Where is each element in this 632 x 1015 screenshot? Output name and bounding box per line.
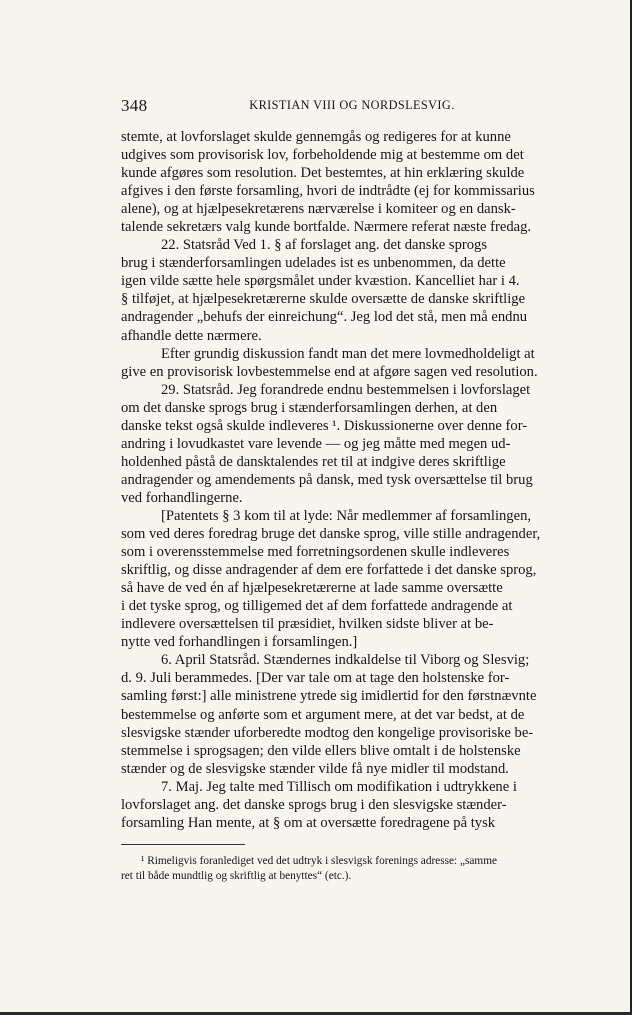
footnote (121, 854, 583, 885)
text-line: i det tyske sprog, og tilligemed det af dem forfattede andragende at (121, 598, 513, 615)
text-line: danske tekst også skulde indleveres ¹. Diskussionerne over denne for- (121, 417, 528, 434)
text-line: lovforslaget ang. det danske sprogs brug i den slesvigske stænder- (121, 796, 507, 813)
text-line: afgives i den første forsamling, hvori de indtrådte (ej for kommissarius (121, 183, 535, 200)
footnote-rule (121, 844, 245, 845)
text-line: [Patentets § 3 kom til at lyde: Når medlemmer af forsamlingen, (161, 507, 532, 524)
text-line: 7. Maj. Jeg talte med Tillisch om modifikation i udtrykkene i (161, 778, 517, 795)
page-header (121, 96, 583, 114)
text-line: så have de ved én af hjælpesekretærerne at lade samme oversætte (121, 580, 503, 597)
text-line: give en provisorisk lovbestemmelse end at afgøre sagen ved resolution. (121, 363, 538, 380)
text-line: talende sekretærs valg kunde bortfalde. Nærmere referat næste fredag. (121, 219, 532, 236)
text-line: holdenhed påstå de dansktalendes ret til at indgive deres skriftlige (121, 453, 506, 470)
footnote-line: ret til både mundtlig og skriftlig at benyttes“ (etc.). (121, 870, 352, 883)
text-line: stænder og de slesvigske stænder vilde få nye midler til modstand. (121, 760, 509, 777)
text-line: 22. Statsråd Ved 1. § af forslaget ang. det danske sprogs (161, 237, 487, 254)
text-line: andragender og amendements på dansk, med tysk oversættelse til brug (121, 471, 533, 488)
text-line: om det danske sprogs brug i stænderforsamlingen derhen, at den (121, 399, 498, 416)
text-line: andring i lovudkastet vare levende — og jeg måtte med megen ud- (121, 435, 511, 452)
page-number: 348 (121, 96, 148, 115)
footnote-line: ¹ Rimeligvis foranlediget ved det udtryk i slesvigsk forenings adresse: „samme (141, 855, 498, 867)
text-line: forsamling Han mente, at § om at oversætte foredragene på tysk (121, 814, 496, 831)
running-head: KRISTIAN VIII OG NORDSLESVIG. (249, 98, 455, 112)
text-line: udgives som provisorisk lov, forbeholdende mig at bestemme om det (121, 147, 524, 164)
text-line: indlevere oversættelsen til præsidiet, hvilken sidste bliver at be- (121, 616, 494, 633)
text-line: igen vilde sætte hele spørgsmålet under kvæstion. Kancelliet har i 4. (121, 273, 520, 290)
text-line: kunde afgøres som resolution. Det bestemtes, at hin erklæring skulde (121, 165, 525, 182)
text-line: d. 9. Juli berammedes. [Der var tale om at tage den holstenske for- (121, 670, 510, 687)
text-line: § tilføjet, at hjælpesekretærerne skulde oversætte de danske skriftlige (121, 291, 526, 308)
text-line: bestemmelse og anførte som et argument mere, at det var bedst, at de (121, 706, 525, 723)
text-line: skriftlig, og disse andragender af dem ere forfattede i det danske sprog, (121, 562, 537, 579)
text-line: nytte ved forhandlingen i forsamlingen.] (121, 634, 358, 651)
text-line: andragender „behufs der einreichung“. Jeg lod det stå, men må endnu (121, 309, 528, 326)
text-line: samling først:] alle ministrene ytrede sig imidlertid for den førstnævnte (121, 688, 537, 705)
text-line: Efter grundig diskussion fandt man det mere lovmedholdeligt at (161, 345, 535, 362)
text-line: som i overensstemmelse med forretningsordenen skulle indleveres (121, 544, 510, 561)
text-line: alene), og at hjælpesekretærens nærværelse i komiteer og en dansk- (121, 201, 516, 218)
text-line: 29. Statsråd. Jeg forandrede endnu bestemmelsen i lovforslaget (161, 381, 531, 398)
text-line: brug i stænderforsamlingen udelades ist es unbenommen, da dette (121, 255, 506, 272)
body-text (121, 128, 583, 832)
text-line: 6. April Statsråd. Stændernes indkaldelse til Viborg og Slesvig; (161, 652, 530, 669)
text-line: ved forhandlingerne. (121, 489, 243, 506)
text-line: afhandle dette nærmere. (121, 327, 262, 344)
text-line: stemmelse i sprogsagen; den vilde ellers blive omtalt i de holstenske (121, 742, 521, 759)
text-line: slesvigske stænder uforberedte modtog den kongelige provisoriske be- (121, 724, 534, 741)
text-line: stemte, at lovforslaget skulde gennemgås og redigeres for at kunne (121, 129, 511, 145)
text-line: som ved deres foredrag bruge det danske sprog, ville stille andragender, (121, 526, 541, 543)
